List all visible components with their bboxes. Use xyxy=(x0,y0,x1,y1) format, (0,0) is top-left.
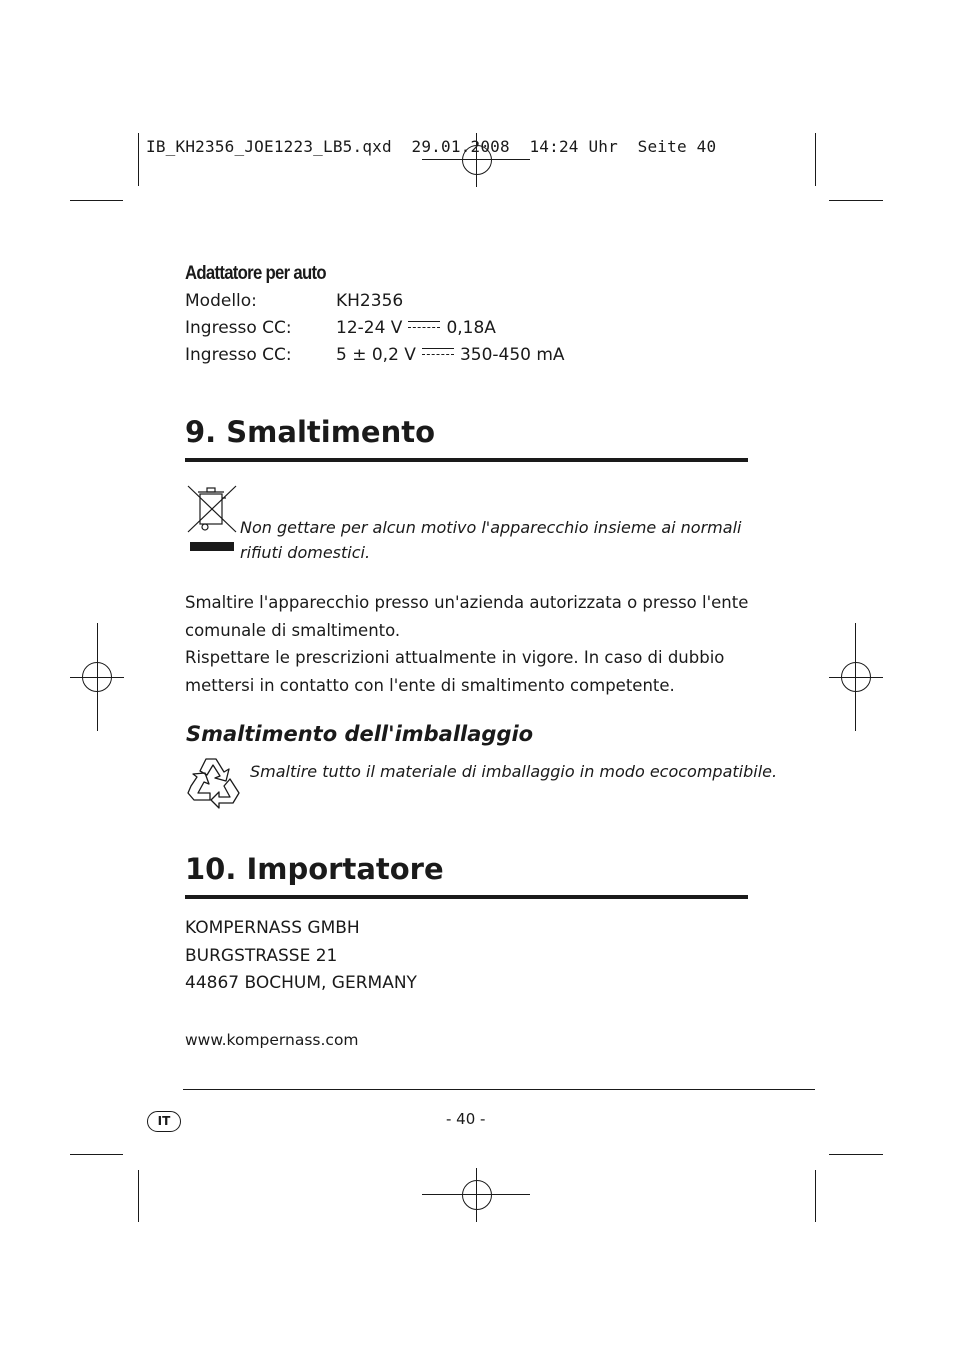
paragraph-line: mettersi in contatto con l'ente di smaltimento competente. xyxy=(185,675,675,695)
file-slug-line: IB_KH2356_JOE1223_LB5.qxd 29.01.2008 14:24 Uhr Seite 40 xyxy=(146,137,717,156)
disposal-note-line: rifiuti domestici. xyxy=(240,543,371,562)
heading-rule xyxy=(185,895,748,899)
address-line: 44867 BOCHUM, GERMANY xyxy=(185,973,417,993)
recycle-icon xyxy=(186,755,242,809)
heading-rule xyxy=(185,458,748,462)
website-link[interactable]: www.kompernass.com xyxy=(185,1031,359,1049)
paragraph-line: Smaltire l'apparecchio presso un'azienda autorizzata o presso l'ente xyxy=(185,593,749,612)
disposal-paragraph xyxy=(185,589,748,699)
packaging-note: Smaltire tutto il materiale di imballaggio in modo ecocompatibile. xyxy=(250,762,778,781)
direct-current-icon xyxy=(422,348,454,358)
language-badge: IT xyxy=(147,1111,181,1132)
section-heading-importer: 10. Importatore xyxy=(185,852,444,886)
subheading-packaging: Smaltimento dell'imballaggio xyxy=(186,722,534,746)
spec-label: Ingresso CC: xyxy=(185,345,292,365)
spec-label: Modello: xyxy=(185,291,257,311)
disposal-note xyxy=(240,515,741,565)
spec-value-voltage: 5 ± 0,2 V xyxy=(336,345,416,365)
spec-value-current: 0,18A xyxy=(446,318,496,338)
address-line: BURGSTRASSE 21 xyxy=(185,945,338,966)
direct-current-icon xyxy=(408,321,440,331)
paragraph-line: comunale di smaltimento. xyxy=(185,620,401,640)
importer-address xyxy=(185,915,417,998)
crossed-out-wheelie-bin-icon xyxy=(186,484,238,554)
disposal-note-line: Non gettare per alcun motivo l'apparecchio insieme ai normali xyxy=(240,518,742,537)
footer-rule xyxy=(183,1089,815,1090)
page-number: - 40 - xyxy=(446,1110,486,1128)
paragraph-line: Rispettare le prescrizioni attualmente in vigore. In caso di dubbio xyxy=(185,648,725,667)
spec-value-current: 350-450 mA xyxy=(459,345,565,365)
section-heading-disposal: 9. Smaltimento xyxy=(185,415,436,449)
spec-title: Adattatore per auto xyxy=(185,263,326,284)
spec-value: KH2356 xyxy=(336,291,404,311)
address-line: KOMPERNASS GMBH xyxy=(185,918,360,938)
spec-label: Ingresso CC: xyxy=(185,318,292,338)
spec-value-voltage: 12-24 V xyxy=(336,318,403,338)
